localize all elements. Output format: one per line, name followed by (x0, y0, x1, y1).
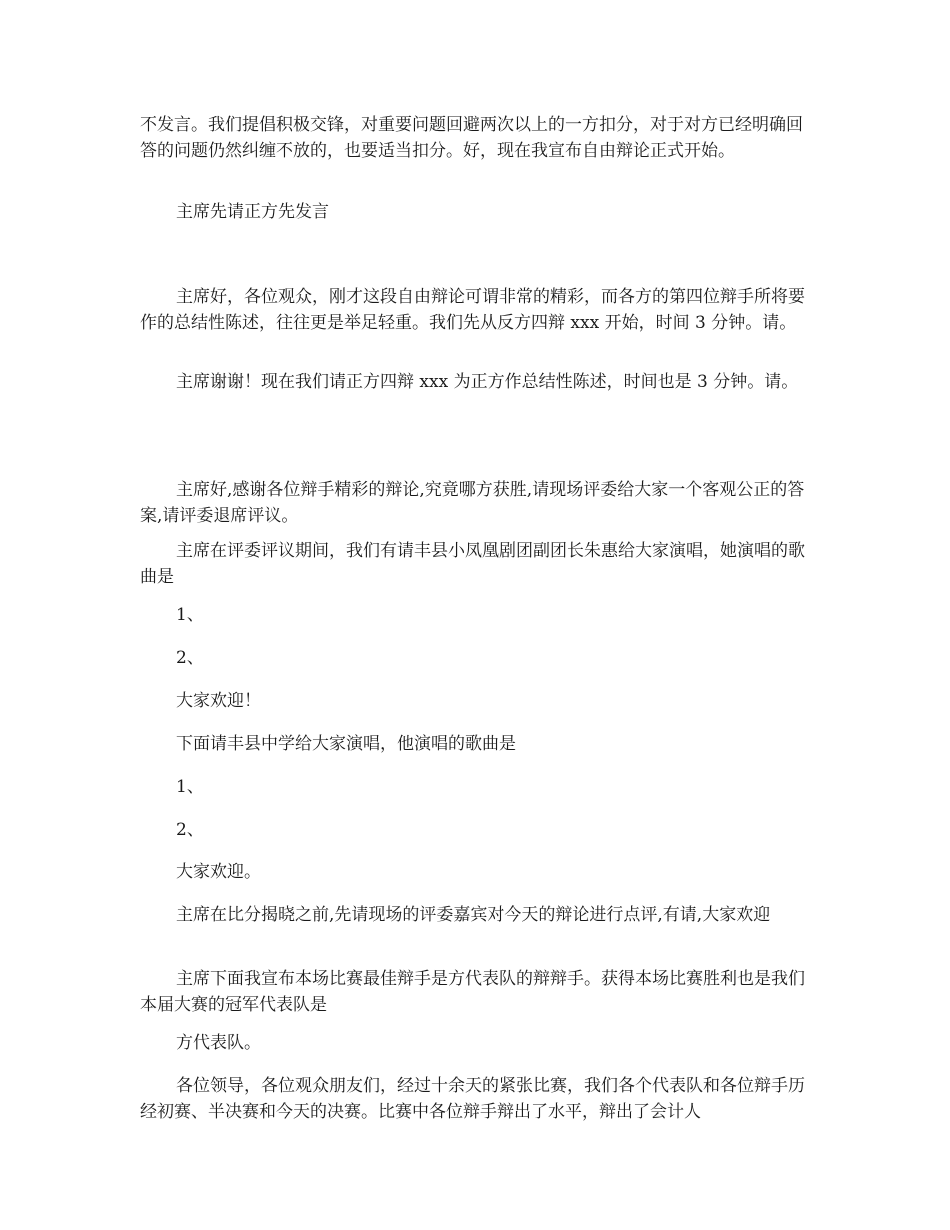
list-item-song-1b: 1、 (176, 777, 204, 797)
list-item-song-1a: 1、 (176, 605, 204, 625)
paragraph-affirmative-closing: 主席谢谢！现在我们请正方四辩 xxx 为正方作总结性陈述，时间也是 3 分钟。请。 (176, 372, 799, 392)
paragraph-judges-comment: 主席在比分揭晓之前,先请现场的评委嘉宾对今天的辩论进行点评,有请,大家欢迎 (176, 905, 771, 925)
list-item-song-2b: 2、 (176, 820, 204, 840)
paragraph-welcome-1: 大家欢迎！ (176, 691, 261, 711)
paragraph-best-debater: 主席下面我宣布本场比赛最佳辩手是方代表队的辩辩手。获得本场比赛胜利也是我们本届大赛的冠军代表队是 (140, 969, 805, 1015)
paragraph-closing-remarks: 各位领导，各位观众朋友们，经过十余天的紧张比赛，我们各个代表队和各位辩手历经初赛、半决赛和今天的决赛。比赛中各位辩手辩出了水平，辩出了会计人 (140, 1076, 805, 1122)
paragraph-performance-2: 下面请丰县中学给大家演唱，他演唱的歌曲是 (176, 734, 516, 754)
list-item-song-2a: 2、 (176, 648, 204, 668)
paragraph-judges-deliberation: 主席好,感谢各位辩手精彩的辩论,究竟哪方获胜,请现场评委给大家一个客观公正的答案,请评委退席评议。 (140, 480, 805, 526)
paragraph-winning-team: 方代表队。 (176, 1033, 261, 1053)
paragraph-welcome-2: 大家欢迎。 (176, 862, 261, 882)
paragraph-closing-intro: 主席好，各位观众，刚才这段自由辩论可谓非常的精彩，而各方的第四位辩手所将要作的总结性陈述，往往更是举足轻重。我们先从反方四辩 xxx 开始，时间 3 分钟。请。 (140, 287, 805, 333)
paragraph-affirmative-first: 主席先请正方先发言 (176, 202, 329, 222)
paragraph-free-debate-rules: 不发言。我们提倡积极交锋，对重要问题回避两次以上的一方扣分，对于对方已经明确回答的问题仍然纠缠不放的，也要适当扣分。好，现在我宣布自由辩论正式开始。 (140, 115, 803, 161)
paragraph-performance-1: 主席在评委评议期间，我们有请丰县小凤凰剧团副团长朱惠给大家演唱，她演唱的歌曲是 (140, 541, 805, 587)
